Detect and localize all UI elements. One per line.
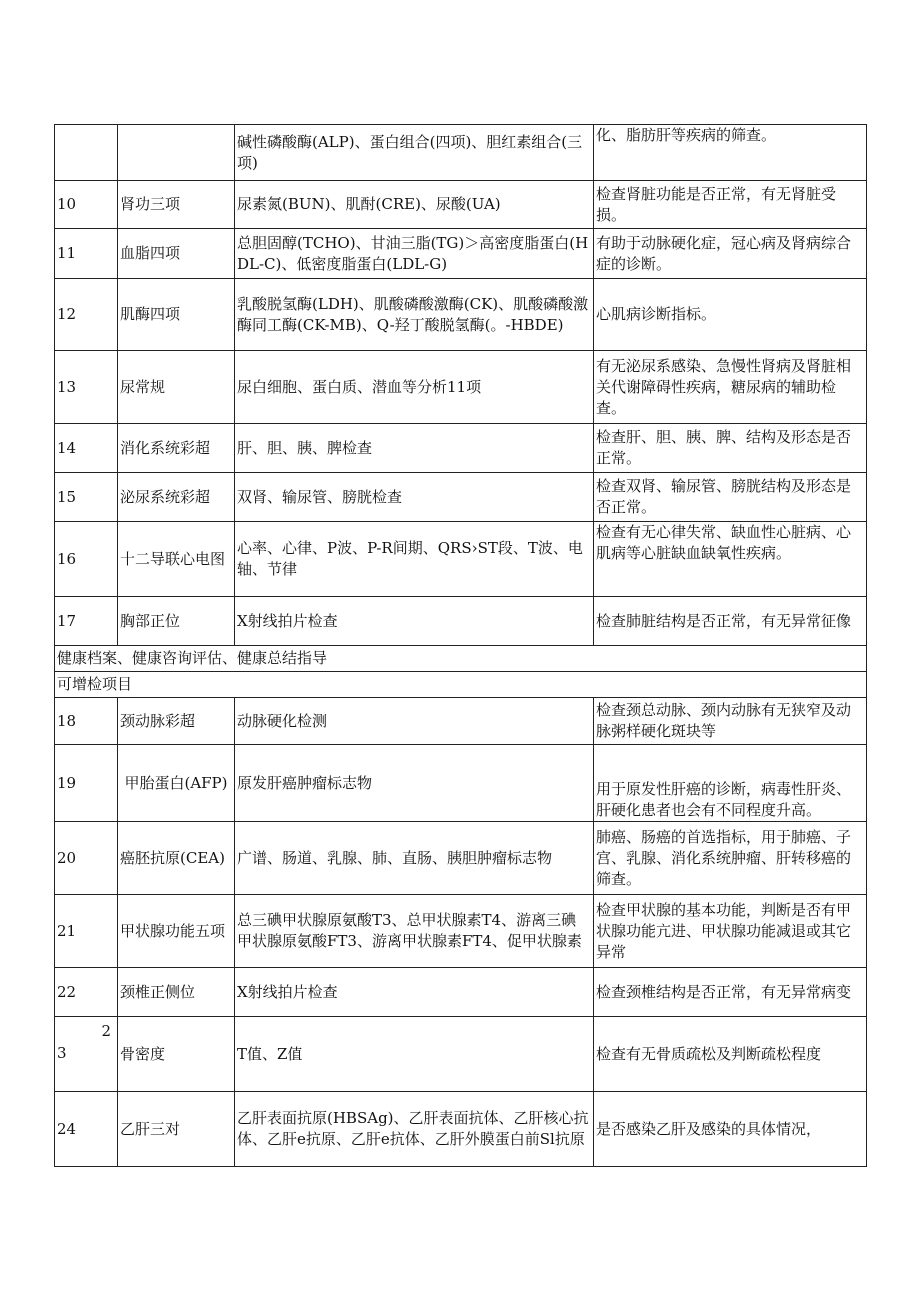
row-number: 15 (55, 473, 118, 522)
row-number: 11 (55, 229, 118, 279)
item-purpose: 检查颈椎结构是否正常，有无异常病变 (594, 968, 867, 1017)
item-name: 十二导联心电图 (118, 522, 235, 597)
item-purpose: 有助于动脉硬化症，冠心病及肾病综合症的诊断。 (594, 229, 867, 279)
row-number: 20 (55, 822, 118, 895)
row-number: 13 (55, 351, 118, 424)
item-contents: 乙肝表面抗原(HBSAg)、乙肝表面抗体、乙肝核心抗体、乙肝e抗原、乙肝e抗体、乙肝外膜蛋白前Sl抗原 (235, 1092, 594, 1167)
item-contents: 总三碘甲状腺原氨酸T3、总甲状腺素T4、游离三碘甲状腺原氨酸FT3、游离甲状腺素FT4、促甲状腺素 (235, 895, 594, 968)
table-row (55, 822, 867, 895)
exam-items-table (54, 124, 867, 1167)
item-name: 消化系统彩超 (118, 424, 235, 473)
table-row (55, 522, 867, 597)
section-health: 健康档案、健康咨询评估、健康总结指导 (55, 646, 867, 672)
item-name: 尿常规 (118, 351, 235, 424)
item-purpose: 是否感染乙肝及感染的具体情况， (594, 1092, 867, 1167)
item-contents: 肝、胆、胰、脾检查 (235, 424, 594, 473)
item-purpose: 检查肺脏结构是否正常，有无异常征像 (594, 597, 867, 646)
table-row (55, 351, 867, 424)
item-purpose: 检查双肾、输尿管、膀胱结构及形态是否正常。 (594, 473, 867, 522)
item-purpose: 化、脂肪肝等疾病的筛查。 (594, 125, 867, 181)
item-purpose: 检查甲状腺的基本功能，判断是否有甲状腺功能亢进、甲状腺功能减退或其它异常 (594, 895, 867, 968)
item-name: 肌酶四项 (118, 279, 235, 351)
item-contents: 总胆固醇(TCHO)、甘油三脂(TG)＞高密度脂蛋白(HDL-C)、低密度脂蛋白(LDL-G) (235, 229, 594, 279)
row-number (55, 125, 118, 181)
row-number: 18 (55, 698, 118, 745)
item-purpose: 检查颈总动脉、颈内动脉有无狭窄及动脉粥样硬化斑块等 (594, 698, 867, 745)
table-row (55, 279, 867, 351)
item-contents: 心率、心律、P波、P-R间期、QRS›ST段、T波、电轴、节律 (235, 522, 594, 597)
item-contents: 双肾、输尿管、膀胱检查 (235, 473, 594, 522)
item-contents: 尿素氮(BUN)、肌酎(CRE)、尿酸(UA) (235, 181, 594, 229)
item-name: 血脂四项 (118, 229, 235, 279)
row-number: 16 (55, 522, 118, 597)
item-purpose: 检查有无心律失常、缺血性心脏病、心肌病等心脏缺血缺氧性疾病。 (594, 522, 867, 597)
table-row (55, 745, 867, 822)
table-row (55, 424, 867, 473)
item-purpose: 检查肝、胆、胰、脾、结构及形态是否正常。 (594, 424, 867, 473)
table-row (55, 895, 867, 968)
item-purpose: 检查肾脏功能是否正常，有无肾脏受损。 (594, 181, 867, 229)
row-number: 10 (55, 181, 118, 229)
row-number: 22 (55, 968, 118, 1017)
table-row (55, 1017, 867, 1092)
item-name: 乙肝三对 (118, 1092, 235, 1167)
row-number (55, 1017, 118, 1092)
item-purpose: 心肌病诊断指标。 (594, 279, 867, 351)
item-name: 颈椎正侧位 (118, 968, 235, 1017)
item-contents: 乳酸脱氢酶(LDH)、肌酸磷酸激酶(CK)、肌酸磷酸激酶同工酶(CK-MB)、Q-羟丁酸脱氢酶(。-HBDE) (235, 279, 594, 351)
item-contents: 原发肝癌肿瘤标志物 (235, 745, 594, 822)
item-contents: X射线拍片检查 (235, 597, 594, 646)
item-purpose: 有无泌尿系感染、急慢性肾病及肾脏相关代谢障碍性疾病，糖尿病的辅助检查。 (594, 351, 867, 424)
item-name: 癌胚抗原(CEA) (118, 822, 235, 895)
item-purpose: 用于原发性肝癌的诊断，病毒性肝炎、肝硬化患者也会有不同程度升高。 (594, 745, 867, 822)
item-name: 骨密度 (118, 1017, 235, 1092)
item-contents: X射线拍片检查 (235, 968, 594, 1017)
item-contents: 动脉硬化检测 (235, 698, 594, 745)
row-number-part: 3 (57, 1044, 67, 1062)
table-row (55, 1092, 867, 1167)
section-optional: 可增检项目 (55, 672, 867, 698)
item-contents: 碱性磷酸酶(ALP)、蛋白组合(四项)、胆红素组合(三项) (235, 125, 594, 181)
item-name: 肾功三项 (118, 181, 235, 229)
row-number: 21 (55, 895, 118, 968)
item-name (118, 125, 235, 181)
item-purpose: 肺癌、肠癌的首选指标，用于肺癌、子宫、乳腺、消化系统肿瘤、肝转移癌的筛查。 (594, 822, 867, 895)
table-row (55, 229, 867, 279)
item-contents: 广谱、肠道、乳腺、肺、直肠、胰胆肿瘤标志物 (235, 822, 594, 895)
section-row (55, 646, 867, 672)
row-number: 12 (55, 279, 118, 351)
item-name: 颈动脉彩超 (118, 698, 235, 745)
table-row (55, 968, 867, 1017)
row-number: 24 (55, 1092, 118, 1167)
item-name: 胸部正位 (118, 597, 235, 646)
item-name: 甲胎蛋白(AFP) (118, 745, 235, 822)
row-number: 17 (55, 597, 118, 646)
table-row (55, 698, 867, 745)
row-number-part: 2 (101, 1022, 111, 1040)
table-row (55, 125, 867, 181)
row-number: 19 (55, 745, 118, 822)
item-name: 甲状腺功能五项 (118, 895, 235, 968)
item-purpose: 检查有无骨质疏松及判断疏松程度 (594, 1017, 867, 1092)
item-contents: 尿白细胞、蛋白质、潜血等分析11项 (235, 351, 594, 424)
item-contents: T值、Z值 (235, 1017, 594, 1092)
table-row (55, 597, 867, 646)
section-row (55, 672, 867, 698)
row-number: 14 (55, 424, 118, 473)
item-name: 泌尿系统彩超 (118, 473, 235, 522)
table-row (55, 181, 867, 229)
table-row (55, 473, 867, 522)
